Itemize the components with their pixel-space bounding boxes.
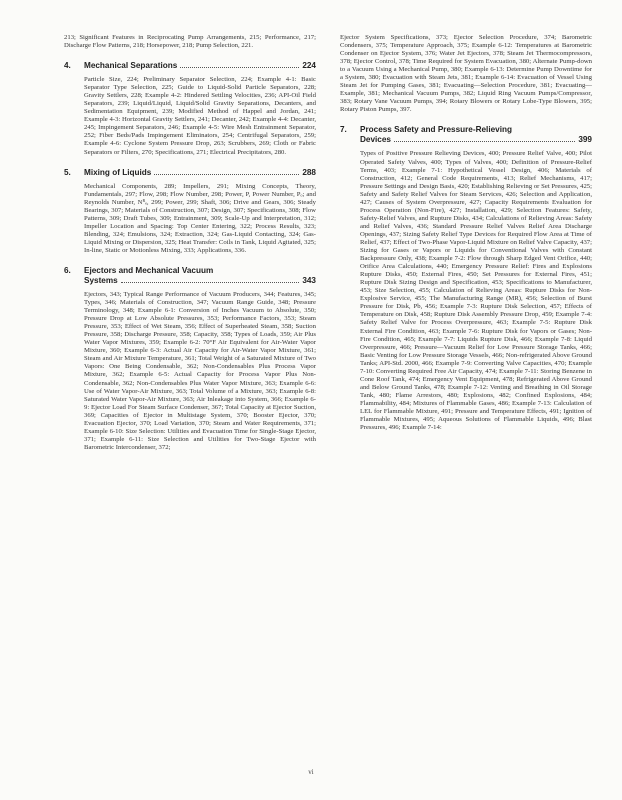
chapter-title: Mechanical Separations: [84, 61, 178, 71]
chapter-title: Mixing of Liquids: [84, 167, 152, 177]
left-column: [64, 34, 316, 452]
dot-leader: [394, 141, 575, 142]
chapter-title-line-2: Devices: [360, 135, 391, 145]
chapter-page-number: 343: [302, 275, 316, 285]
chapter-number: 6.: [64, 265, 71, 275]
dot-leader: [121, 282, 300, 283]
chapter-5-heading: [64, 168, 316, 177]
dot-leader: [180, 67, 299, 68]
chapter-6-heading: [64, 266, 316, 285]
chapter-title-line-1: Process Safety and Pressure-Relieving: [360, 125, 512, 135]
chapter-4-entries: Particle Size, 224; Preliminary Separator Selection, 224; Example 4-1: Basic Separator Type Selection, 225; Guide to Liquid-Solid Particle Separators, 228; Gravity Settlers, 228; Example 4-2: Hindered Settling Velocities, 236; API-Oil Field Separators, 239; Liquid/Liquid, Liquid/Solid Gravity Separations, Decanters, and Sedimentation Equipment, 239; Modified Method of Happel and Jordan, 241; Example 4-3: Horizontal Gravity Settlers, 241; Decanter, 242; Example 4-4: Decanter, 245; Impingement Separators, 246; Example 4-5: Wire Mesh Entrainment Separator, 252; Fiber Beds/Pads Impingement Eliminators, 254; Centrifugal Separators, 259; Example 4-6: Cyclone System Pressure Drop, 263; Scrubbers, 269; Cloth or Fabric Separators or Filters, 270; Specifications, 271; Electrical Precipitators, 280.: [84, 76, 316, 156]
continued-entries-ch6: Ejector System Specifications, 373; Ejector Selection Procedure, 374; Barometric Condensers, 375; Temperature Approach, 375; Example 6-12: Temperatures at Barometric Condenser on Ejector System, 376; Water Jet Ejectors, 378; Steam Jet Thermocompressors, 378; Ejector Control, 378; Time Required for System Evacuation, 380; Alternate Pump-down to a Vacuum Using a Mechanical Pump, 380; Example 6-13: Determine Pump Downtime for a System, 380; Evacuation with Steam Jets, 381; Example 6-14: Evacuation of Vessel Using Steam Jet for Pumping Gases, 381; Evacuating—Selection Procedure, 381; Evacuating—Example, 381; Mechanical Vacuum Pumps, 382; Liquid Ring Vacuum Pumps/Compressor, 383; Rotary Vane Vacuum Pumps, 394; Rotary Blowers or Rotary Lobe-Type Blowers, 395; Rotary Piston Pumps, 397.: [340, 34, 592, 114]
chapter-page-number: 224: [302, 61, 316, 71]
chapter-5-entries: Mechanical Components, 289; Impellers, 291; Mixing Concepts, Theory, Fundamentals, 297; Flow, 298; Flow Number, 298; Power, P, Power Number, Pₒ; and Reynolds Number, Nᴿₑ, 299; Power, 299; Shaft, 306; Drive and Gears, 306; Steady Bearings, 307; Materials of Construction, 307; Design, 307; Specifications, 308; Flow Patterns, 309; Draft Tubes, 309; Entrainment, 309; Scale-Up and Interpretation, 312; Impeller Location and Spacing: Top Center Entering, 322; Process Results, 323; Blending, 324; Emulsions, 324; Extraction, 324; Gas-Liquid Contacting, 324; Gas-Liquid Mixing or Dispersion, 325; Heat Transfer: Coils in Tank, Liquid Agitated, 325; In-line, Static or Motionless Mixing, 333; Applications, 336.: [84, 182, 316, 254]
chapter-number: 5.: [64, 167, 71, 177]
chapter-7-entries: Types of Positive Pressure Relieving Devices, 400; Pressure Relief Valve, 400; Pilot Operated Safety Valves, 400; Types of Valves, 400; Definition of Pressure-Relief Terms, 403; Example 7-1: Hypothetical Vessel Design, 406; Materials of Construction, 412; General Code Requirements, 413; Relief Mechanisms, 417; Pressure Settings and Design Basis, 420; Establishing Relieving or Set Pressures, 425; Safety and Safety Relief Valves for Steam Services, 426; Selection and Application, 427; Causes of System Overpressure, 427; Capacity Requirements Evaluation for Process Operation (Non-Fire), 427; Installation, 429; Selection Features: Safety, Safety-Relief Valves, and Rupture Disks, 434; Calculations of Relieving Areas: Safety and Relief Valves, 436; Standard Pressure Relief Valves Relief Area Discharge Openings, 437; Sizing Safety Relief Type Devices for Required Flow Area at Time of Relief, 437; Effect of Two-Phase Vapor-Liquid Mixture on Relief Valve Capacity, 437; Sizing for Gases or Vapors or Liquids for Conventional Valves with Constant Backpressure Only, 438; Example 7-2: Flow through Sharp Edged Vent Orifice, 440; Orifice Area Calculations, 440; Emergency Pressure Relief: Fires and Explosions Rupture Disks, 450; External Fires, 450; Set Pressures for External Fires, 451; Rupture Disk Sizing Design and Specification, 453; Specifications to Manufacturer, 453; Size Selection, 455; Calculation of Relieving Areas: Rupture Disks for Non-Explosive Service, 455; The Manufacturing Range (MR), 456; Selection of Burst Pressure for Disk, Pb, 456; Example 7-3: Rupture Disk Selection, 457; Effects of Temperature on Disk, 458; Rupture Disk Assembly Pressure Drop, 459; Example 7-4: Safety Relief Valve for Process Overpressure, 463; Example 7-5: Rupture Disk External Fire Condition, 463; Example 7-6: Rupture Disk for Vapors or Gases; Non-Fire Condition, 465; Example 7-7: Liquids Rupture Disk, 466; Example 7-8: Liquid Overpressure, 466; Pressure—Vacuum Relief for Low Pressure Storage Tanks, 466; Basic Venting for Low Pressure Storage Vessels, 466; Non-refrigerated Above Ground Tanks; API-Std. 2000, 466; Example 7-9: Converting Valve Capacities, 470; Example 7-10: Converting Required Free Air Capacity, 474; Example 7-11: Storing Benzene in Cone Roof Tank, 474; Emergency Vent Equipment, 478; Refrigerated Above Ground and Below Ground Tanks, 478; Example 7-12: Venting and Breathing in Oil Storage Tank, 480; Flame Arrestors, 480; Explosions, 482; Confined Explosions, 484; Flammability, 484; Mixtures of Flammable Gases, 486; Example 7-13: Calculation of LEL for Flammable Mixture, 491; Pressure and Temperature Effects, 491; Ignition of Flammable Mixtures, 495; Aqueous Solutions of Flammable Liquids, 496; Blast Pressures, 496; Example 7-14:: [360, 150, 592, 432]
right-column: [340, 34, 592, 432]
chapter-4-heading: [64, 61, 316, 70]
chapter-title-line-2: Systems: [84, 275, 118, 285]
chapter-title-line-1: Ejectors and Mechanical Vacuum: [84, 265, 214, 275]
chapter-number: 4.: [64, 61, 71, 71]
chapter-6-entries: Ejectors, 343; Typical Range Performance of Vacuum Producers, 344; Features, 345; Types, 346; Materials of Construction, 347; Vacuum Range Guide, 348; Pressure Terminology, 348; Example 6-1: Conversion of Inches Vacuum to Absolute, 350; Pressure Drop at Low Absolute Pressures, 353; Performance Factors, 353; Steam Pressure, 353; Effect of Wet Steam, 356; Effect of Superheated Steam, 358; Suction Pressure, 358; Discharge Pressure, 358; Capacity, 358; Types of Loads, 359; Air Plus Water Vapor Mixtures, 359; Example 6-2: 70°F Air Equivalent for Air-Water Vapor Mixture, 360; Example 6-3: Actual Air Capacity for Air-Water Vapor Mixture, 361; Steam and Air Mixture Temperature, 361; Total Weight of a Saturated Mixture of Two Vapors: One Being Condensable, 362; Non-Condensables Plus Process Vapor Mixture, 362; Example 6-5: Actual Capacity for Process Vapor Plus Non-Condensable, 362; Non-Condensables Plus Water Vapor Mixture, 363; Example 6-6: Use of Water Vapor-Air Mixture, 363; Total Volume of a Mixture, 363; Example 6-8: Saturated Water Vapor-Air Mixture, 363; Air Inleakage into System, 366; Example 6-9: Ejector Load For Steam Surface Condenser, 367; Total Capacity at Ejector Suction, 369; Capacities of Ejector in Multistage System, 370; Booster Ejector, 370; Evacuation Ejector, 370; Load Variation, 370; Steam and Water Requirements, 371; Example 6-10: Size Selection: Utilities and Evacuation Time for Single-Stage Ejector, 371; Example 6-11: Size Selection and Utilities for Two-Stage Ejector with Barometric Intercondenser, 372;: [84, 290, 316, 451]
continued-entries-ch3: 213; Significant Features in Reciprocating Pump Arrangements, 215; Performance, 217; Discharge Flow Patterns, 218; Horsepower, 218; Pump Selection, 221.: [64, 34, 316, 50]
dot-leader: [154, 174, 299, 175]
page-folio: vi: [308, 768, 314, 776]
chapter-page-number: 288: [302, 167, 316, 177]
chapter-page-number: 399: [578, 135, 592, 145]
chapter-7-heading: [340, 125, 592, 144]
chapter-number: 7.: [340, 125, 347, 135]
